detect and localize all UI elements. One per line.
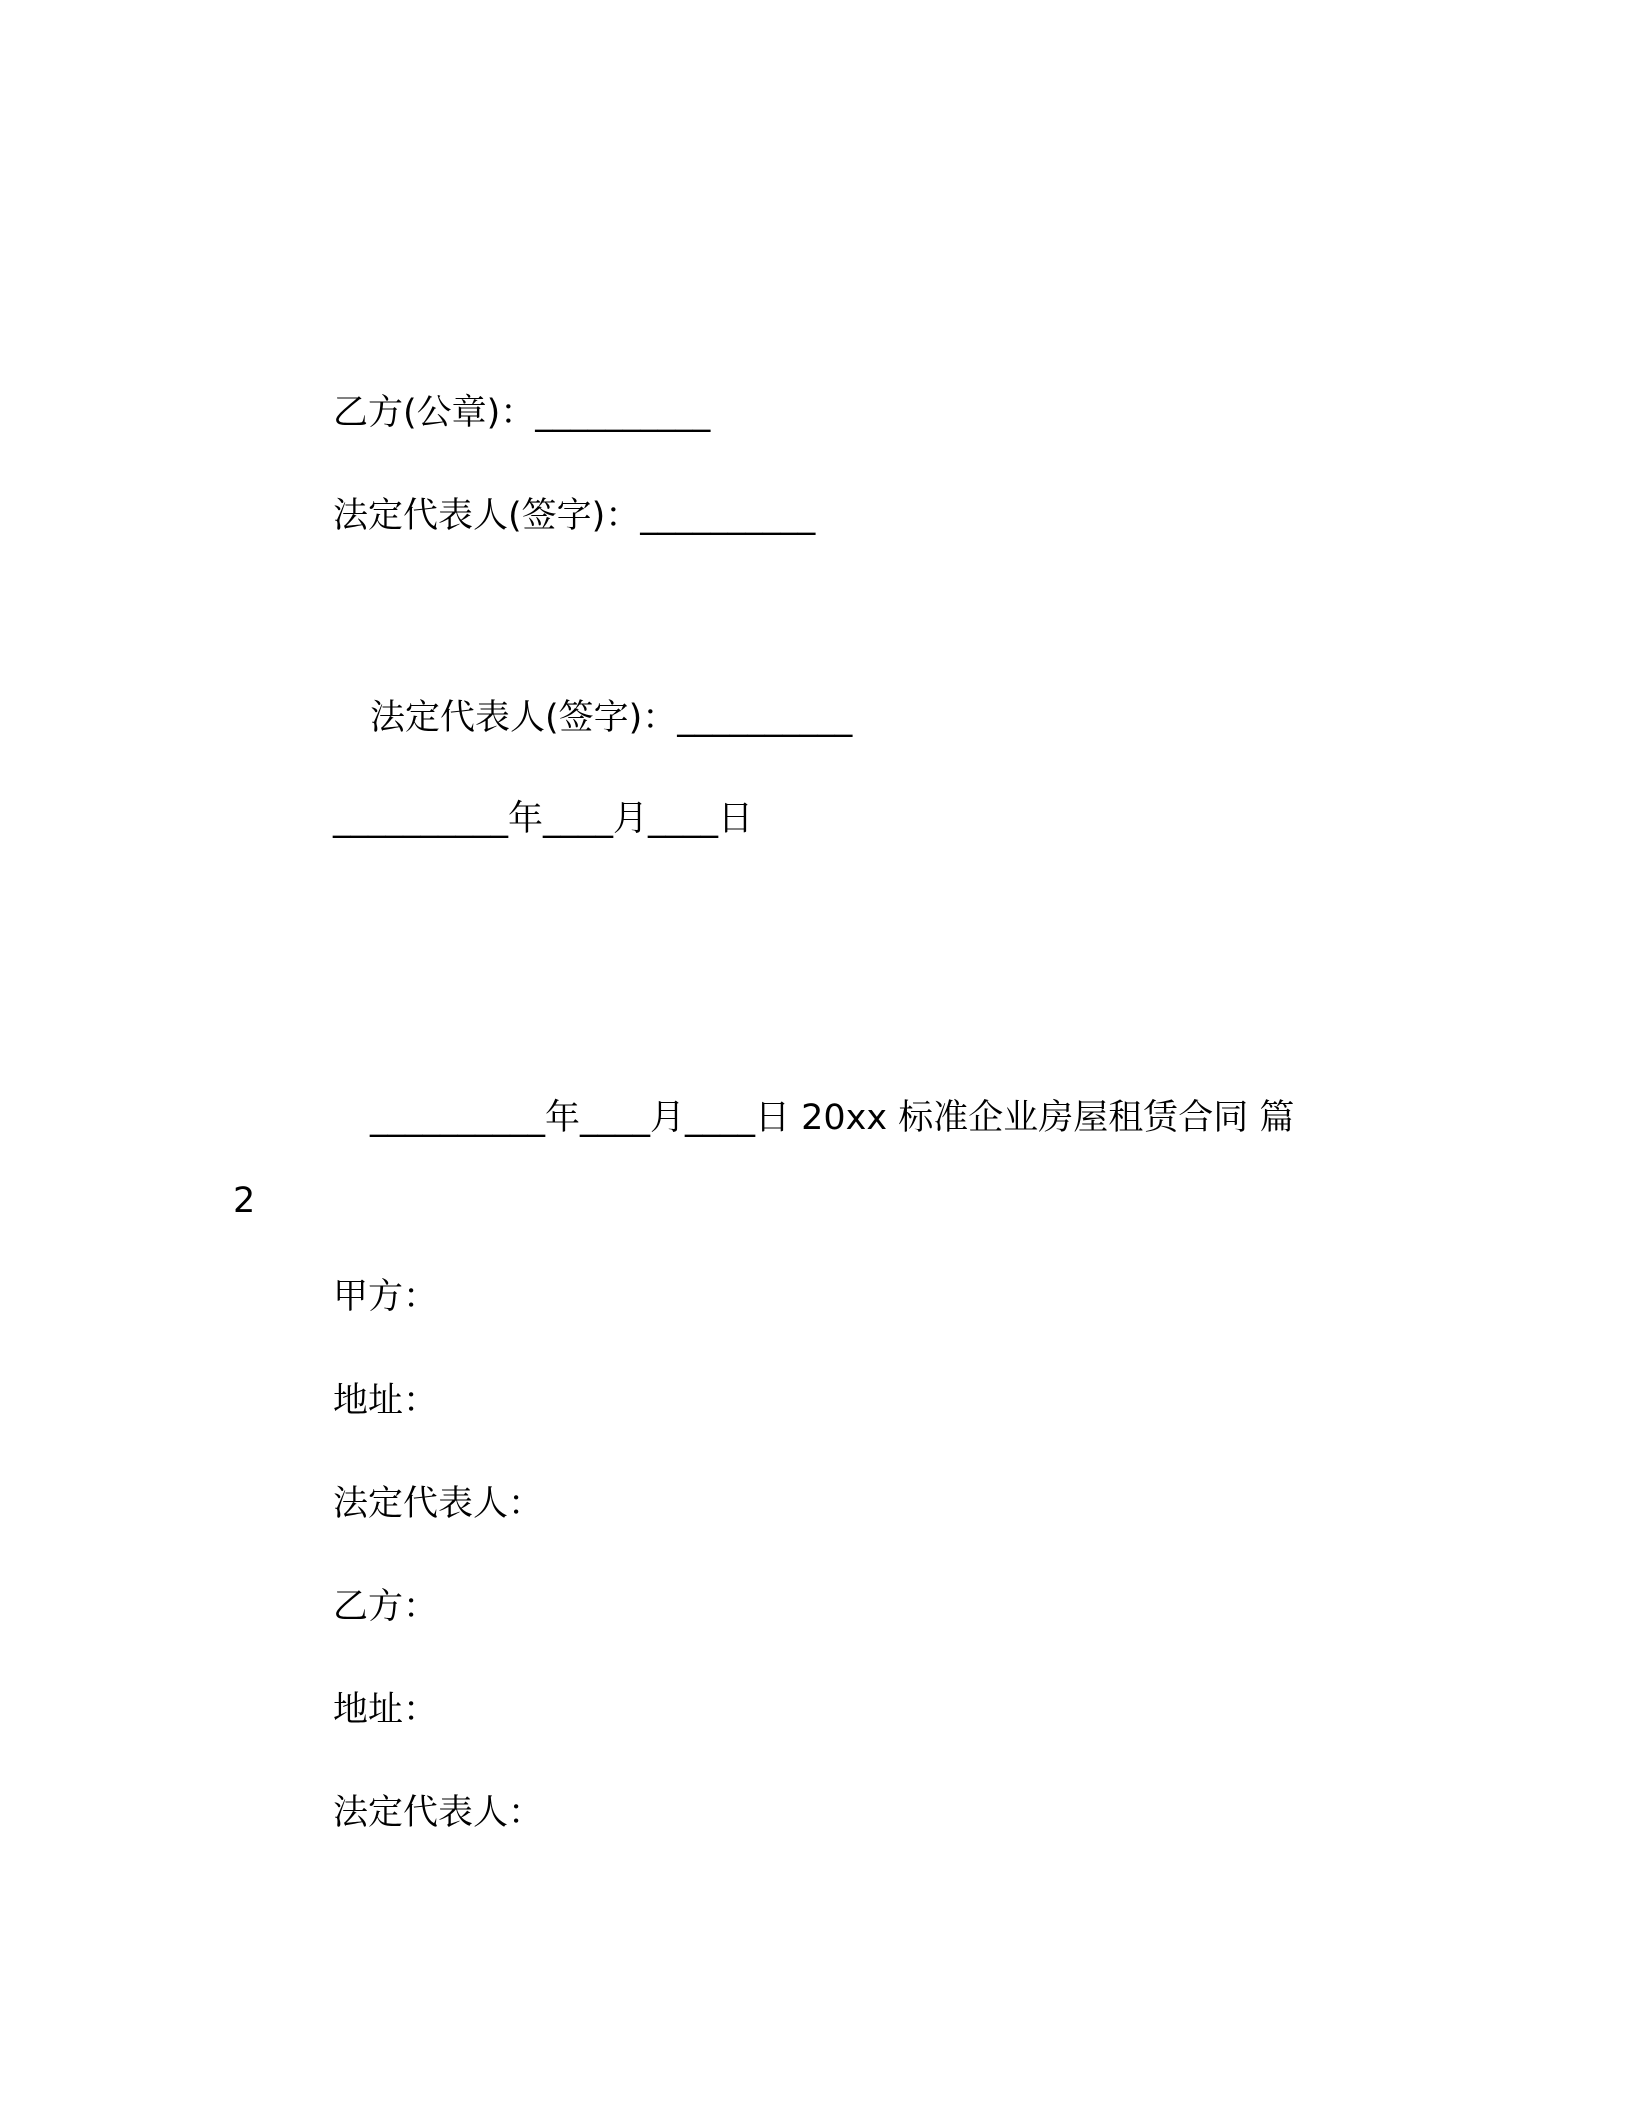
- legal-rep-signature-line: 法定代表人(签字)：__________: [370, 698, 853, 738]
- section-heading: __________年____月____日 20xx 标准企业房屋租赁合同 篇: [370, 1098, 1295, 1138]
- party-a-legal-rep-label: 法定代表人：: [333, 1484, 544, 1524]
- date-line: __________年____月____日: [333, 799, 754, 839]
- section-heading-continuation: 2: [233, 1181, 256, 1221]
- party-b-label: 乙方：: [333, 1587, 439, 1627]
- party-b-seal-line: 乙方(公章)：__________: [333, 393, 711, 433]
- party-a-label: 甲方：: [333, 1277, 439, 1317]
- party-a-address-label: 地址：: [333, 1381, 439, 1421]
- party-b-address-label: 地址：: [333, 1690, 439, 1730]
- party-b-legal-rep-label: 法定代表人：: [333, 1793, 544, 1833]
- legal-rep-signature-line: 法定代表人(签字)：__________: [333, 496, 816, 536]
